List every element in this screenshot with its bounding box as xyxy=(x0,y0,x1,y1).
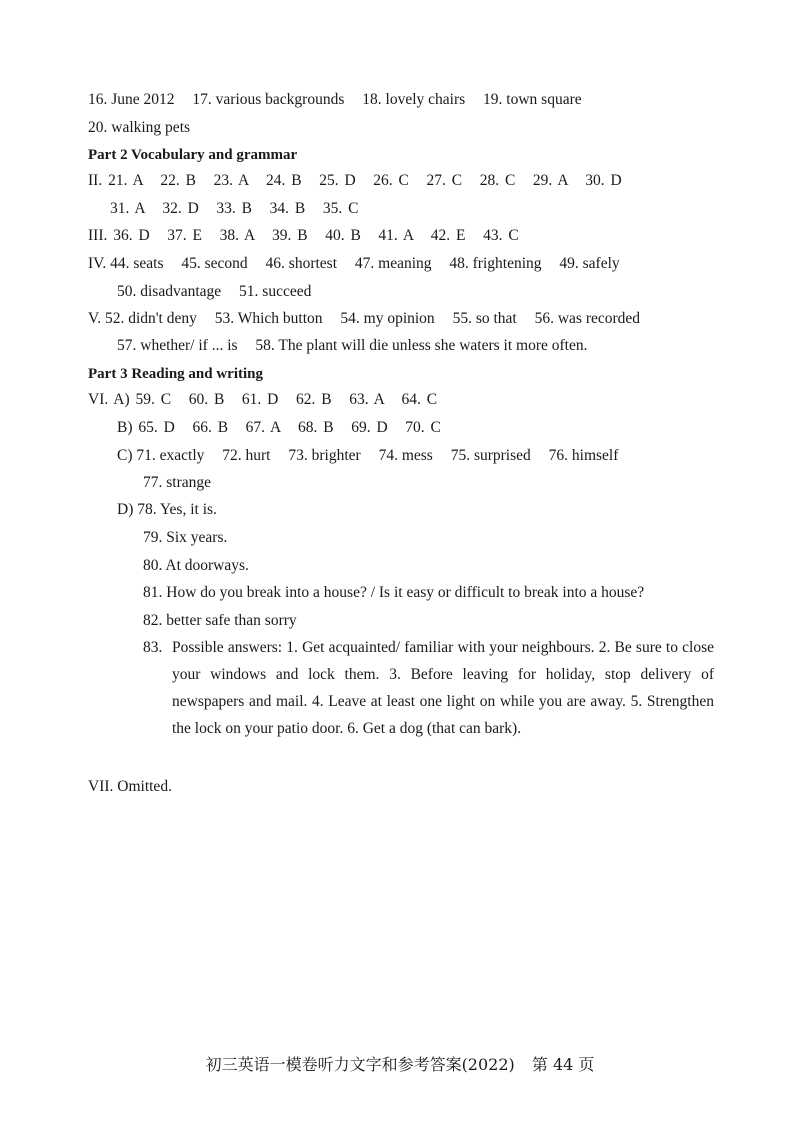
answer-50: 50. disadvantage xyxy=(117,283,222,300)
answer-56: 56. was recorded xyxy=(534,310,641,327)
section-VII: VII. Omitted. xyxy=(88,778,172,795)
answer-75: 75. surprised xyxy=(450,447,531,464)
answer-57: 57. whether/ if ... is xyxy=(117,337,238,354)
answer-73: 73. brighter xyxy=(288,447,361,464)
answer-46: 46. shortest xyxy=(265,255,338,272)
answer-83-text: Possible answers: 1. Get acquainted/ familiar with your neighbours. 2. Be sure to close your windows and lock them. 3. Before leaving for holiday, stop delivery of newspapers and mail. 4. Leave at least one light on while you are away. 5. Strengthen the lock on your patio door. 6. Get a dog (that can bark). xyxy=(172,639,714,737)
answer-58: 58. The plant will die unless she waters it more often. xyxy=(255,337,588,354)
answer-49: 49. safely xyxy=(559,255,620,272)
section-III-line: III. 36. D 37. E 38. A 39. B 40. B 41. A 42. E 43. C xyxy=(88,227,519,244)
answer-20: 20. walking pets xyxy=(88,119,191,136)
answer-55: 55. so that xyxy=(452,310,517,327)
section-VI-C-line1 xyxy=(117,446,618,466)
section-IV-line2 xyxy=(117,282,311,302)
section-VI-B: B) 65. D 66. B 67. A 68. B 69. D 70. C xyxy=(117,419,441,436)
answer-83-label: 83. xyxy=(143,639,163,656)
answer-72: 72. hurt xyxy=(222,447,271,464)
answer-47: 47. meaning xyxy=(354,255,432,272)
answer-51: 51. succeed xyxy=(239,283,312,300)
part2-heading: Part 2 Vocabulary and grammar xyxy=(88,147,298,163)
answer-71: C) 71. exactly xyxy=(117,447,205,464)
answer-45: 45. second xyxy=(181,255,248,272)
answer-48: 48. frightening xyxy=(449,255,542,272)
answer-76: 76. himself xyxy=(548,447,619,464)
answer-77: 77. strange xyxy=(143,474,212,491)
answer-54: 54. my opinion xyxy=(340,310,435,327)
answer-52: V. 52. didn't deny xyxy=(88,310,197,327)
footer-title: 初三英语一模卷听力文字和参考答案(2022) xyxy=(205,1055,515,1074)
answer-82: 82. better safe than sorry xyxy=(143,612,297,629)
section-V-line1 xyxy=(88,309,640,329)
section-II-line1: II. 21. A 22. B 23. A 24. B 25. D 26. C 27. C 28. C 29. A 30. D xyxy=(88,172,622,189)
answer-78: D) 78. Yes, it is. xyxy=(117,501,217,518)
answer-17: 17. various backgrounds xyxy=(192,91,345,108)
part3-heading: Part 3 Reading and writing xyxy=(88,366,264,382)
section-VI-A: VI. A) 59. C 60. B 61. D 62. B 63. A 64. C xyxy=(88,391,438,408)
answer-81: 81. How do you break into a house? / Is it easy or difficult to break into a house? xyxy=(143,584,645,601)
section-II-line2: 31. A 32. D 33. B 34. B 35. C xyxy=(110,200,359,217)
answer-44: IV. 44. seats xyxy=(88,255,164,272)
page-footer xyxy=(0,1052,800,1075)
answer-74: 74. mess xyxy=(378,447,433,464)
section-IV-line1 xyxy=(88,254,620,274)
answer-19: 19. town square xyxy=(483,91,582,108)
section-V-line2 xyxy=(117,336,587,356)
answer-18: 18. lovely chairs xyxy=(362,91,466,108)
answers-16-19 xyxy=(88,90,582,110)
answer-80: 80. At doorways. xyxy=(143,557,249,574)
answer-79: 79. Six years. xyxy=(143,529,228,546)
answer-16: 16. June 2012 xyxy=(88,91,175,108)
answer-53: 53. Which button xyxy=(214,310,323,327)
page-number: 第 44 页 xyxy=(531,1055,595,1074)
